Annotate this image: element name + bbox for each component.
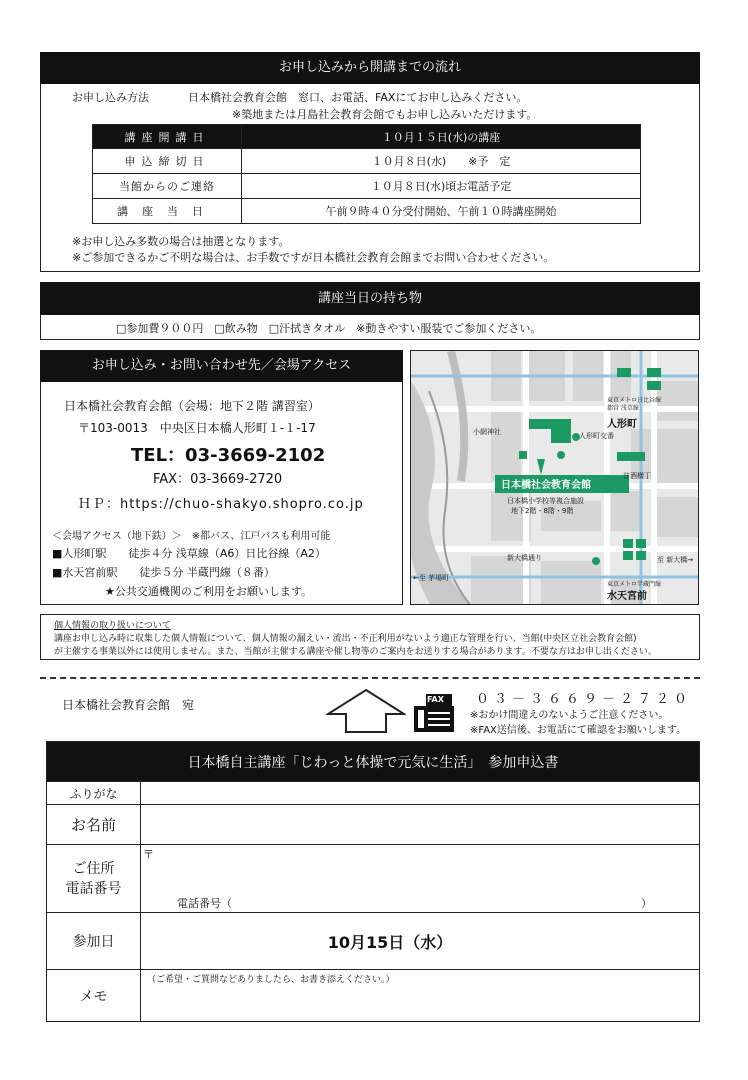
map-koami-label: 小網神社 — [473, 428, 501, 436]
schedule-row — [93, 199, 641, 224]
fax-icon-label: FAX — [427, 695, 444, 704]
date-label: 参加日 — [47, 913, 141, 970]
form-row — [47, 970, 700, 1022]
schedule-value: 午前９時４０分受付開始、午前１０時講座開始 — [242, 199, 641, 224]
date-value: 10月15日（水） — [141, 913, 700, 970]
venue-address: 〒103-0013 中央区日本橋人形町１-１-17 — [78, 421, 316, 435]
form-row — [47, 913, 700, 970]
map-police-label: 人形町交番 — [579, 432, 614, 440]
cut-line — [40, 677, 700, 679]
phone-close: ） — [641, 897, 652, 910]
privacy-line-2: が主催する事業以外には使用しません。また、当館が主催する講座や催し物等のご案内をお送りする場合があります。不要な方はお申し出ください。 — [54, 647, 657, 657]
privacy-title: 個人情報の取り扱いについて — [54, 621, 171, 631]
flow-note-2: ※ご参加できるかご不明な場合は、お手数ですが日本橋社会教育会館までお問い合わせください。 — [72, 251, 555, 264]
map-ningyocho-label: 人形町 — [607, 419, 637, 430]
postal-mark: 〒 — [143, 848, 154, 861]
map-hibiya-label: 東京メトロ日比谷線 — [607, 397, 662, 404]
form-title-row — [47, 742, 700, 782]
method-text: 日本橋社会教育会館 窓口、お電話、FAXにてお申し込みください。 — [188, 91, 528, 104]
form-row — [47, 845, 700, 913]
address-field[interactable] — [141, 845, 700, 913]
venue-name: 日本橋社会教育会館（会場：地下２階 講習室） — [64, 399, 320, 413]
flow-note-1: ※お申し込み多数の場合は抽選となります。 — [72, 235, 290, 248]
map-shinohashi-label: 新大橋通り — [507, 554, 542, 562]
method-label: お申し込み方法 — [72, 91, 149, 104]
fax-number-contact: FAX：03-3669-2720 — [153, 472, 283, 487]
access-map — [410, 350, 699, 605]
schedule-label: 講座当日 — [93, 199, 242, 224]
map-asakusa-label: 都営 浅草線 — [607, 405, 639, 412]
schedule-label: 申込締切日 — [93, 149, 242, 174]
schedule-table — [92, 124, 641, 224]
map-hanzomon-label: 東京メトロ半蔵門線 — [607, 581, 662, 588]
access-title: ＜会場アクセス（地下鉄）＞ ※都バス、江戸バスも利用可能 — [52, 531, 331, 542]
schedule-label: 講座開講日 — [93, 125, 242, 149]
schedule-row — [93, 149, 641, 174]
name-label: お名前 — [47, 805, 141, 845]
name-field[interactable] — [141, 805, 700, 845]
schedule-value: １０月８日(水)頃お電話予定 — [242, 174, 641, 199]
station-suitengumae: ■水天宮前駅 徒歩５分 半蔵門線（８番） — [52, 566, 275, 579]
schedule-row — [93, 125, 641, 149]
flow-heading: お申し込みから開講までの流れ — [40, 52, 700, 84]
phone-label: 電話番号 — [65, 880, 122, 897]
station-ningyocho: ■人形町駅 徒歩４分 浅草線（A6）日比谷線（A2） — [52, 547, 326, 560]
memo-label: メモ — [47, 970, 141, 1022]
map-building-note-1: 日本橋小学校等複合施設 — [507, 497, 584, 505]
map-suitengumae-label: 水天宮前 — [607, 591, 647, 602]
contact-heading: お申し込み・お問い合わせ先／会場アクセス — [40, 350, 403, 382]
map-venue-label: 日本橋社会教育会館 — [501, 480, 591, 491]
memo-note: （ご希望・ご質問などありましたら、お書き添えください。） — [147, 975, 395, 985]
schedule-value: １０月１５日(水)の講座 — [242, 125, 641, 149]
method-note: ※築地または月島社会教育会館でもお申し込みいただけます。 — [232, 108, 538, 121]
tel-number: TEL：03-3669-2102 — [131, 445, 326, 466]
schedule-label: 当館からのご連絡 — [93, 174, 242, 199]
items-text: □参加費９００円 □飲み物 □汗拭きタオル ※動きやすい服装でご参加ください。 — [116, 322, 542, 335]
address-phone-label — [47, 845, 141, 913]
public-transport-note: ★公共交通機関のご利用をお願いします。 — [105, 585, 312, 598]
map-kayabacho-label: ←至 茅場町 — [413, 574, 450, 582]
fax-note-2: ※FAX送信後、お電話にて確認をお願いします。 — [470, 725, 687, 736]
map-building-note-2: 地下2階・8階・9階 — [511, 507, 574, 515]
memo-field[interactable] — [141, 970, 700, 1022]
form-row — [47, 782, 700, 805]
map-shinohashi-dir-label: 至 新大橋→ — [657, 556, 694, 564]
map-amazake-label: 甘酒横丁 — [623, 472, 651, 480]
phone-line: 電話番号（ — [177, 897, 232, 910]
form-row — [47, 805, 700, 845]
fax-number: ０３－３６６９－２７２０ — [476, 692, 693, 707]
furigana-label: ふりがな — [47, 782, 141, 805]
application-form — [46, 741, 700, 1022]
privacy-line-1: 講座お申し込み時に収集した個人情報について、個人情報の漏えい・流出・不正利用がないよう適正な管理を行い、当館(中央区立社会教育会館) — [54, 634, 637, 644]
schedule-value: １０月８日(水) ※予 定 — [242, 149, 641, 174]
fax-addressee: 日本橋社会教育会館 宛 — [62, 698, 195, 712]
address-label: ご住所 — [72, 860, 115, 877]
fax-note-1: ※おかけ間違えのないようご注意ください。 — [470, 710, 669, 721]
homepage-link[interactable]: ＨＰ：https://chuo-shakyo.shopro.co.jp — [78, 497, 364, 512]
schedule-row — [93, 174, 641, 199]
form-title: 日本橋自主講座「じわっと体操で元気に生活」 参加申込書 — [47, 742, 700, 782]
furigana-field[interactable] — [141, 782, 700, 805]
up-arrow-icon — [326, 688, 406, 734]
items-heading: 講座当日の持ち物 — [40, 282, 700, 315]
